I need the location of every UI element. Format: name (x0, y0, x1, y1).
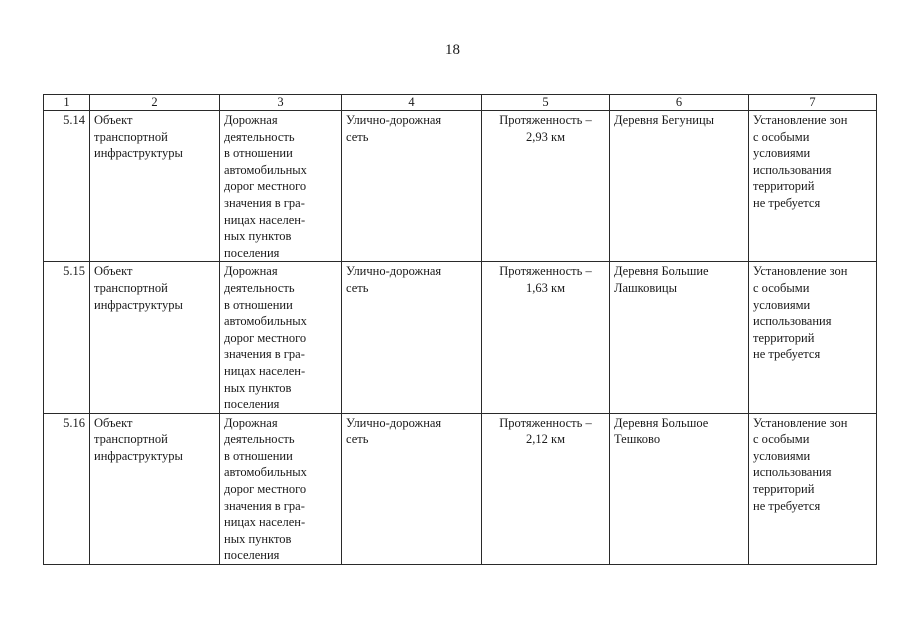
object-type: Объект транспортной инфраструктуры (90, 262, 220, 413)
row-number: 5.15 (44, 262, 90, 413)
location: Деревня Большие Лашковицы (610, 262, 749, 413)
zones-note: Установление зон с особыми условиями использования территорий не требуется (749, 111, 877, 262)
table-row (44, 262, 877, 413)
extent-value: Протяженность – 2,93 км (482, 111, 610, 262)
column-header-6: 6 (610, 95, 749, 111)
column-header-4: 4 (342, 95, 482, 111)
table-row (44, 111, 877, 262)
row-number: 5.16 (44, 413, 90, 564)
column-header-1: 1 (44, 95, 90, 111)
object-type: Объект транспортной инфраструктуры (90, 413, 220, 564)
column-header-3: 3 (220, 95, 342, 111)
column-header-5: 5 (482, 95, 610, 111)
table-header-row (44, 95, 877, 111)
row-number: 5.14 (44, 111, 90, 262)
extent-value: Протяженность – 1,63 км (482, 262, 610, 413)
column-header-7: 7 (749, 95, 877, 111)
location: Деревня Большое Тешково (610, 413, 749, 564)
column-header-2: 2 (90, 95, 220, 111)
network-type: Улично-дорожная сеть (342, 111, 482, 262)
activity-description: Дорожная деятельность в отношении автомобильных дорог местного значения в гра- ницах населен- ных пунктов поселения (220, 262, 342, 413)
page-number: 18 (445, 42, 460, 58)
activity-description: Дорожная деятельность в отношении автомобильных дорог местного значения в гра- ницах населен- ных пунктов поселения (220, 111, 342, 262)
table-row (44, 413, 877, 564)
zones-note: Установление зон с особыми условиями использования территорий не требуется (749, 262, 877, 413)
extent-value: Протяженность – 2,12 км (482, 413, 610, 564)
network-type: Улично-дорожная сеть (342, 262, 482, 413)
zones-note: Установление зон с особыми условиями использования территорий не требуется (749, 413, 877, 564)
location: Деревня Бегуницы (610, 111, 749, 262)
network-type: Улично-дорожная сеть (342, 413, 482, 564)
activity-description: Дорожная деятельность в отношении автомобильных дорог местного значения в гра- ницах населен- ных пунктов поселения (220, 413, 342, 564)
objects-table (43, 94, 877, 565)
object-type: Объект транспортной инфраструктуры (90, 111, 220, 262)
